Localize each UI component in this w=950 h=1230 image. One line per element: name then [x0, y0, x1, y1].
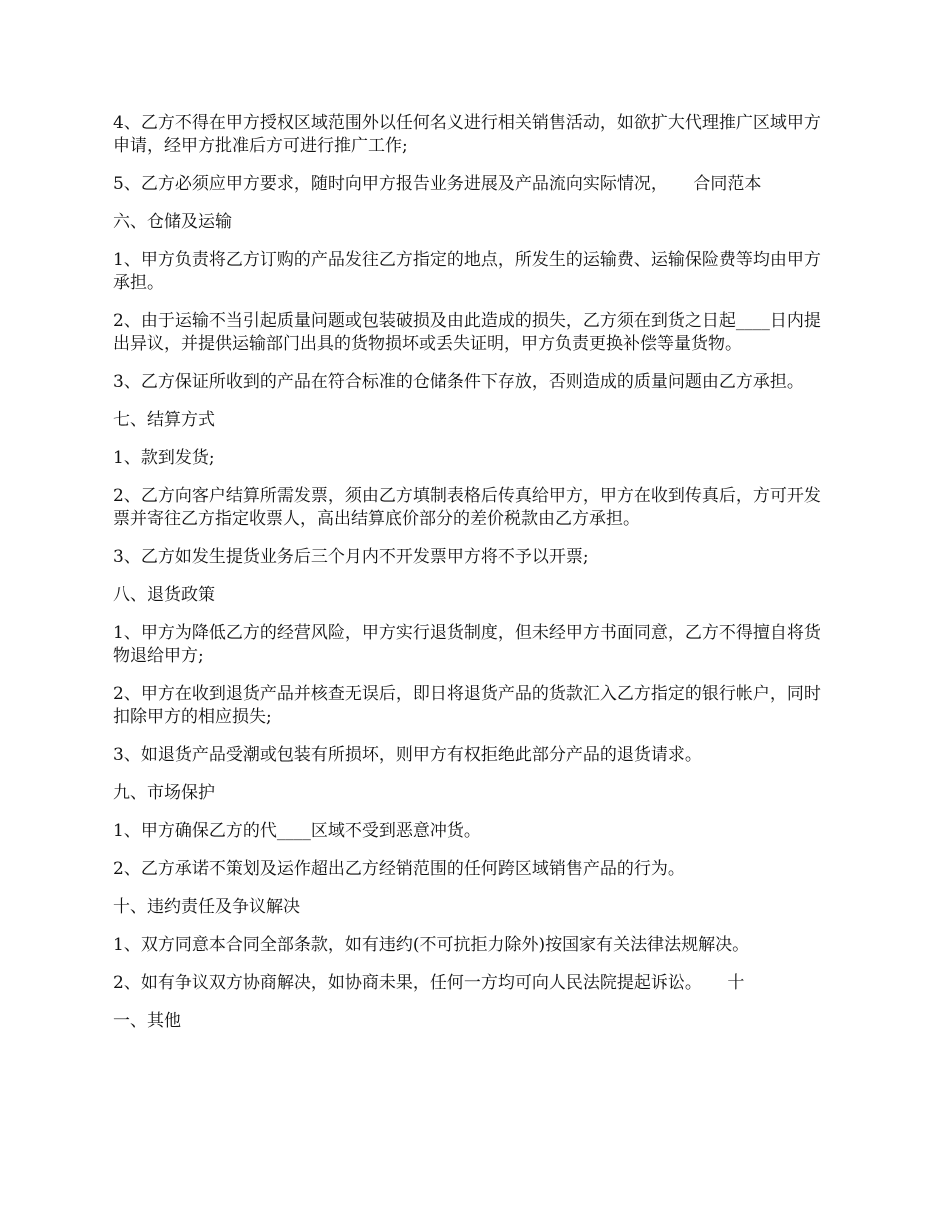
- clause-paragraph: 1、甲方确保乙方的代____区域不受到恶意冲货。: [113, 821, 481, 841]
- clause-paragraph: 1、款到发货;: [113, 448, 215, 468]
- clause-paragraph: 2、乙方向客户结算所需发票，须由乙方填制表格后传真给甲方，甲方在收到传真后，方可开发票并寄往乙方指定收票人，高出结算底价部分的差价税款由乙方承担。: [113, 486, 821, 529]
- section-heading-other: 一、其他: [113, 1011, 181, 1031]
- clause-paragraph: 3、乙方保证所收到的产品在符合标准的仓储条件下存放，否则造成的质量问题由乙方承担。: [113, 372, 804, 392]
- section-heading-storage-transport: 六、仓储及运输: [113, 212, 232, 232]
- section-heading-liability-disputes: 十、违约责任及争议解决: [113, 897, 300, 917]
- clause-paragraph: 1、甲方为降低乙方的经营风险，甲方实行退货制度，但未经甲方书面同意，乙方不得擅自将货物退给甲方;: [113, 623, 821, 666]
- clause-paragraph: 3、乙方如发生提货业务后三个月内不开发票甲方将不予以开票;: [113, 547, 589, 567]
- clause-paragraph: 5、乙方必须应甲方要求，随时向甲方报告业务进展及产品流向实际情况， 合同范本: [113, 174, 762, 194]
- section-heading-settlement: 七、结算方式: [113, 410, 215, 430]
- clause-paragraph: 4、乙方不得在甲方授权区域范围外以任何名义进行相关销售活动，如欲扩大代理推广区域甲方申请，经甲方批准后方可进行推广工作;: [113, 113, 821, 156]
- clause-paragraph: 1、甲方负责将乙方订购的产品发往乙方指定的地点，所发生的运输费、运输保险费等均由甲方承担。: [113, 250, 821, 293]
- clause-paragraph: 2、如有争议双方协商解决，如协商未果，任何一方均可向人民法院提起诉讼。 十: [113, 973, 745, 993]
- clause-paragraph: 3、如退货产品受潮或包装有所损坏，则甲方有权拒绝此部分产品的退货请求。: [113, 745, 702, 765]
- document-body: [113, 112, 835, 1048]
- clause-paragraph: 2、甲方在收到退货产品并核查无误后，即日将退货产品的货款汇入乙方指定的银行帐户，同时扣除甲方的相应损失;: [113, 684, 821, 727]
- clause-paragraph: 2、由于运输不当引起质量问题或包装破损及由此造成的损失，乙方须在到货之日起____日内提出异议，并提供运输部门出具的货物损坏或丢失证明，甲方负责更换补偿等量货物。: [113, 311, 821, 354]
- section-heading-returns: 八、退货政策: [113, 585, 215, 605]
- clause-paragraph: 2、乙方承诺不策划及运作超出乙方经销范围的任何跨区域销售产品的行为。: [113, 859, 685, 879]
- section-heading-market-protection: 九、市场保护: [113, 783, 215, 803]
- clause-paragraph: 1、双方同意本合同全部条款，如有违约(不可抗拒力除外)按国家有关法律法规解决。: [113, 935, 750, 955]
